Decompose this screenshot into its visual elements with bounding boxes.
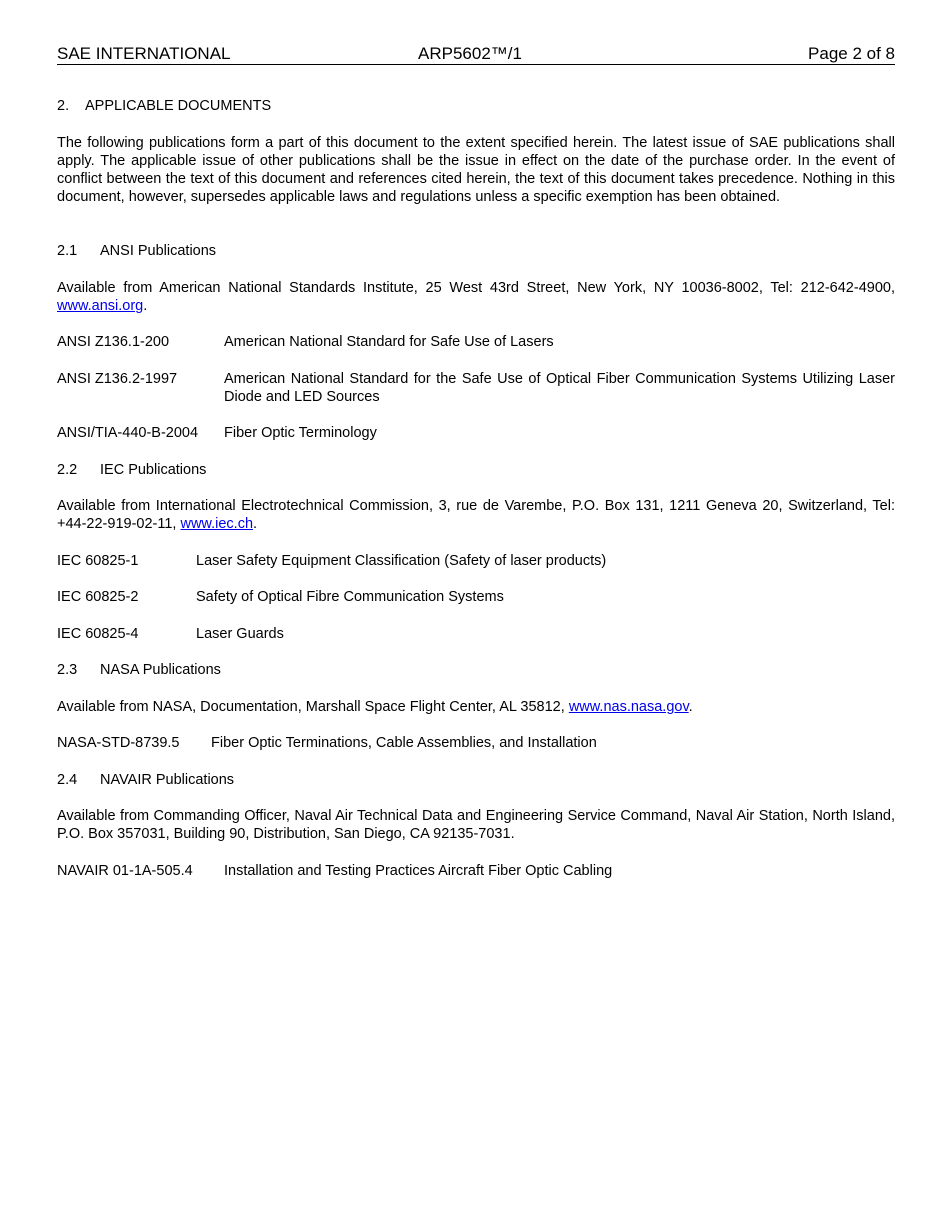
iec-availability: Available from International Electrotechnical Commission, 3, rue de Varembe, P.O. Box 131, 1211 Geneva 20, Switzerland, Tel: +44-22-919-02-11, www.iec.ch.	[57, 498, 895, 532]
reference-code: IEC 60825-2	[57, 589, 139, 605]
reference-code: ANSI Z136.1-200	[57, 334, 170, 350]
iec-link[interactable]: www.iec.ch	[180, 516, 254, 532]
subsection-heading-iec	[57, 461, 895, 479]
section-number: 2.	[57, 98, 70, 114]
reference-code: IEC 60825-4	[57, 626, 139, 642]
reference-title: Installation and Testing Practices Aircraft Fiber Optic Cabling	[224, 863, 613, 879]
reference-code: ANSI Z136.2-1997	[57, 371, 178, 387]
subsection-title: NAVAIR Publications	[100, 772, 235, 788]
subsection-heading-nasa	[57, 661, 895, 679]
reference-title: Fiber Optic Terminology	[224, 425, 377, 441]
section-intro-paragraph: The following publications form a part of this document to the extent specified herein. The latest issue of SAE publications shall apply. The applicable issue of other publications shall be the issue in effect on the date of the purchase order. In the event of conflict between the text of this document and references cited herein, the text of this document takes precedence. Nothing in this document, however, supersedes applicable laws and regulations unless a specific exemption has been obtained.	[57, 135, 895, 205]
nasa-availability-text: Available from NASA, Documentation, Marshall Space Flight Center, AL 35812,	[57, 699, 569, 715]
reference-code: NASA-STD-8739.5	[57, 735, 180, 751]
nasa-link[interactable]: www.nas.nasa.gov	[568, 699, 689, 715]
reference-title: Laser Safety Equipment Classification (Safety of laser products)	[196, 553, 607, 569]
reference-code: ANSI/TIA-440-B-2004	[57, 425, 199, 441]
reference-code: NAVAIR 01-1A-505.4	[57, 863, 193, 879]
section-title: APPLICABLE DOCUMENTS	[85, 98, 272, 114]
header-doc-id: ARP5602™/1	[418, 44, 522, 63]
header-org: SAE INTERNATIONAL	[57, 44, 231, 63]
subsection-number: 2.4	[57, 772, 78, 788]
reference-title: Fiber Optic Terminations, Cable Assemblies, and Installation	[211, 735, 597, 751]
ansi-availability: Available from American National Standards Institute, 25 West 43rd Street, New York, NY 10036-8002, Tel: 212-642-4900, www.ansi.org.	[57, 280, 895, 314]
reference-title: American National Standard for the Safe Use of Optical Fiber Communication Systems Utilizing Laser Diode and LED Sources	[224, 371, 895, 405]
ansi-availability-text: Available from American National Standards Institute, 25 West 43rd Street, New York, NY 10036-8002, Tel: 212-642-4900,	[57, 280, 895, 296]
subsection-title: IEC Publications	[100, 462, 207, 478]
subsection-number: 2.3	[57, 662, 78, 678]
iec-availability-text: Available from International Electrotechnical Commission, 3, rue de Varembe, P.O. Box 131, 1211 Geneva 20, Switzerland, Tel: +44-22-919-02-11,	[57, 498, 895, 532]
reference-title: American National Standard for Safe Use of Lasers	[224, 334, 554, 350]
subsection-heading-ansi	[57, 242, 895, 260]
page-header	[57, 44, 895, 65]
reference-code: IEC 60825-1	[57, 553, 139, 569]
nasa-availability: Available from NASA, Documentation, Marshall Space Flight Center, AL 35812, www.nas.nasa.gov.	[57, 699, 693, 715]
navair-availability: Available from Commanding Officer, Naval Air Technical Data and Engineering Service Command, Naval Air Station, North Island, P.O. Box 357031, Building 90, Distribution, San Diego, CA 92135-7031.	[57, 808, 895, 842]
subsection-number: 2.2	[57, 462, 78, 478]
section-heading-applicable-documents	[57, 97, 895, 115]
reference-title: Safety of Optical Fibre Communication Systems	[196, 589, 504, 605]
ansi-link[interactable]: www.ansi.org	[57, 298, 144, 314]
header-page-number: Page 2 of 8	[808, 44, 895, 63]
subsection-heading-navair	[57, 771, 895, 789]
reference-title: Laser Guards	[196, 626, 284, 642]
subsection-title: NASA Publications	[100, 662, 221, 678]
subsection-number: 2.1	[57, 243, 78, 259]
subsection-title: ANSI Publications	[100, 243, 217, 259]
